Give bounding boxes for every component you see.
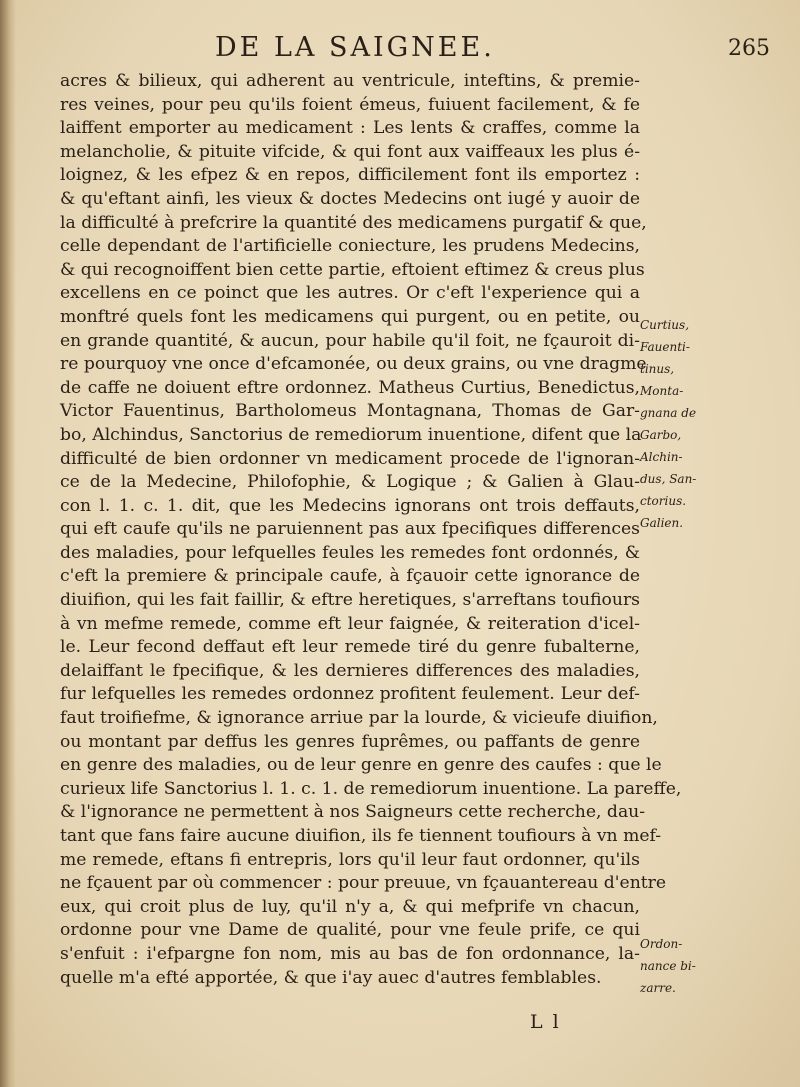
- signature-mark: L l: [530, 1011, 561, 1033]
- text-line: delaiffant le fpecifique, & les dernieres differences des maladies,: [60, 660, 640, 681]
- text-line: faut troifiefme, & ignorance arriue par la lourde, & vicieufe diuifion,: [60, 708, 658, 729]
- text-line: quelle m'a efté apportée, & que i'ay auec d'autres femblables.: [60, 967, 602, 988]
- text-line: curieux life Sanctorius l. 1. c. 1. de remediorum inuentione. La pareffe,: [60, 778, 682, 799]
- margin-note: tinus,: [640, 362, 675, 376]
- page-header: [70, 32, 785, 68]
- text-line: celle dependant de l'artificielle coniecture, les prudens Medecins,: [60, 236, 640, 257]
- text-line: difficulté de bien ordonner vn medicament procede de l'ignoran-: [60, 448, 640, 469]
- text-line: ordonne pour vne Dame de qualité, pour vne feule prife, ce qui: [60, 920, 640, 941]
- margin-note: gnana de: [640, 406, 697, 420]
- margin-note: nance bi-: [640, 959, 696, 973]
- text-line: ne fçauent par où commencer : pour preuue, vn fçauantereau d'entre: [60, 873, 667, 894]
- margin-note: Fauenti-: [640, 340, 690, 354]
- text-line: excellens en ce poinct que les autres. Or c'eft l'experience qui a: [60, 283, 640, 304]
- text-line: monftré quels font les medicamens qui purgent, ou en petite, ou: [60, 306, 640, 327]
- margin-note: Ordon-: [640, 937, 683, 951]
- text-line: qui eft caufe qu'ils ne paruiennent pas aux fpecifiques differences: [60, 519, 640, 540]
- text-line: acres & bilieux, qui adherent au ventricule, inteftins, & premie-: [60, 71, 640, 91]
- text-line: bo, Alchindus, Sanctorius de remediorum inuentione, difent que la: [60, 424, 642, 445]
- margin-note: Galien.: [640, 516, 684, 530]
- text-line: melancholie, & pituite vifcide, & qui font aux vaiffeaux les plus é-: [60, 141, 640, 162]
- text-line: ce de la Medecine, Philofophie, & Logique ; & Galien à Glau-: [60, 472, 640, 493]
- text-line: loignez, & les efpez & en repos, difficilement font ils emportez :: [60, 165, 640, 186]
- text-line: en genre des maladies, ou de leur genre en genre des caufes : que le: [60, 755, 662, 776]
- margin-note: zarre.: [640, 981, 676, 995]
- margin-note: dus, San-: [640, 472, 697, 486]
- margin-note: Curtius,: [640, 318, 690, 332]
- margin-note: Alchin-: [640, 450, 683, 464]
- running-title: DE LA SAIGNEE.: [215, 32, 495, 63]
- text-line: s'enfuit : i'efpargne fon nom, mis au bas de fon ordonnance, la-: [60, 943, 640, 964]
- margin-note: ctorius.: [640, 494, 687, 508]
- text-line: c'eft la premiere & principale caufe, à fçauoir cette ignorance de: [60, 566, 640, 587]
- text-line: tant que fans faire aucune diuifion, ils fe tiennent toufiours à vn mef-: [60, 826, 662, 846]
- text-line: eux, qui croit plus de luy, qu'il n'y a, & qui mefprife vn chacun,: [60, 896, 640, 917]
- text-line: diuifion, qui les fait faillir, & eftre heretiques, s'arreftans toufiours: [60, 590, 640, 611]
- text-line: fur lefquelles les remedes ordonnez profitent feulement. Leur def-: [60, 684, 640, 705]
- text-line: de caffe ne doiuent eftre ordonnez. Matheus Curtius, Benedictus,: [60, 377, 640, 398]
- text-line: & l'ignorance ne permettent à nos Saigneurs cette recherche, dau-: [60, 802, 646, 823]
- text-line: me remede, eftans fi entrepris, lors qu'il leur faut ordonner, qu'ils: [60, 849, 640, 870]
- margin-note: Monta-: [640, 384, 684, 398]
- page-gutter-shadow: [0, 0, 16, 1087]
- text-line: des maladies, pour lefquelles feules les remedes font ordonnés, &: [60, 542, 640, 563]
- page-number: 265: [728, 36, 770, 61]
- text-line: re pourquoy vne once d'efcamonée, ou deux grains, ou vne dragme: [60, 354, 647, 375]
- text-line: res veines, pour peu qu'ils foient émeus, fuiuent facilement, & fe: [60, 94, 640, 115]
- text-line: laiffent emporter au medicament : Les lents & craffes, comme la: [60, 118, 640, 139]
- text-line: ou montant par deffus les genres fuprêmes, ou paffants de genre: [60, 731, 640, 752]
- text-line: Victor Fauentinus, Bartholomeus Montagnana, Thomas de Gar-: [60, 401, 640, 422]
- text-line: la difficulté à prefcrire la quantité des medicamens purgatif & que,: [60, 212, 647, 233]
- text-line: & qui recognoiffent bien cette partie, eftoient eftimez & creus plus: [60, 259, 645, 280]
- text-line: le. Leur fecond deffaut eft leur remede tiré du genre fubalterne,: [60, 637, 640, 658]
- text-line: à vn mefme remede, comme eft leur faignée, & reiteration d'icel-: [60, 613, 640, 634]
- margin-note: Garbo,: [640, 428, 682, 442]
- text-line: en grande quantité, & aucun, pour habile qu'il foit, ne fçauroit di-: [60, 330, 640, 351]
- text-line: con l. 1. c. 1. dit, que les Medecins ignorans ont trois deffauts,: [60, 495, 640, 516]
- text-line: & qu'eftant ainfi, les vieux & doctes Medecins ont iugé y auoir de: [60, 188, 640, 209]
